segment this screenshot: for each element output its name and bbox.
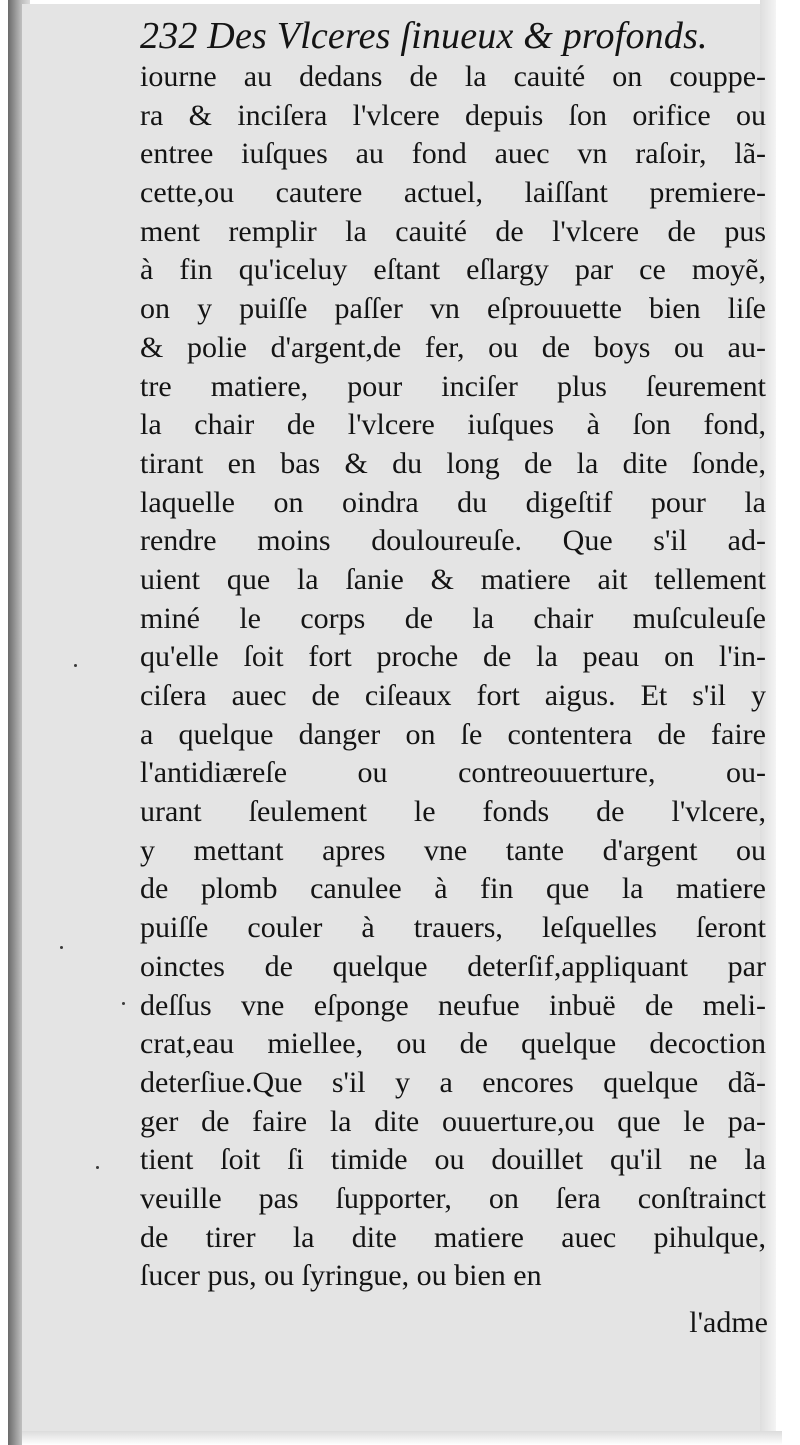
text-line: oinctes de quelque deterſif,appliquant par <box>140 949 766 983</box>
text-line: crat,eau miellee, ou de quelque decoction <box>140 1027 766 1061</box>
text-line: tre matiere, pour inciſer plus ſeurement <box>140 369 766 403</box>
text-line: ger de faire la dite ouuerture,ou que le pa- <box>140 1104 766 1138</box>
text-line: de plomb canulee à fin que la matiere <box>140 872 766 906</box>
text-line: entree iuſques au fond auec vn raſoir, lã- <box>140 137 766 171</box>
page-bottom-edge <box>22 1431 782 1445</box>
text-line: deterſiue.Que s'il y a encores quelque dã- <box>140 1065 766 1099</box>
speck <box>122 1002 125 1005</box>
speck <box>96 1166 99 1169</box>
text-line: ſucer pus, ou ſyringue, ou bien en <box>140 1259 542 1293</box>
text-line: tirant en bas & du long de la dite ſonde, <box>140 446 766 480</box>
catchword: l'adme <box>689 1306 768 1339</box>
text-line: la chair de l'vlcere iuſques à ſon fond, <box>140 408 766 442</box>
text-line: puiſſe couler à trauers, leſquelles ſeront <box>140 911 766 945</box>
text-line: cette,ou cautere actuel, laiſſant premiere- <box>140 176 766 210</box>
text-line: urant ſeulement le fonds de l'vlcere, <box>140 795 766 829</box>
text-line: uient que la ſanie & matiere ait tellement <box>140 562 766 596</box>
text-line: ciſera auec de ciſeaux fort aigus. Et s'il y <box>140 679 766 712</box>
text-line: rendre moins douloureuſe. Que s'il ad- <box>140 524 766 558</box>
text-line: tient ſoit ſi timide ou douillet qu'il ne la <box>140 1143 766 1177</box>
speck <box>74 664 77 667</box>
text-line: y mettant apres vne tante d'argent ou <box>140 833 766 867</box>
text-line: deſſus vne eſponge neufue inbuë de meli- <box>140 988 766 1022</box>
text-line: ment remplir la cauité de l'vlcere de pus <box>140 214 766 248</box>
body-text <box>140 58 766 1296</box>
text-line: l'antidiæreſe ou contreouuerture, ou- <box>140 756 766 790</box>
text-line: veuille pas ſupporter, on ſera conſtrainct <box>140 1181 766 1215</box>
text-line: laquelle on oindra du digeſtif pour la <box>140 485 766 519</box>
text-line: à fin qu'iceluy eſtant eſlargy par ce moyẽ, <box>140 253 766 287</box>
text-line: & polie d'argent,de fer, ou de boys ou au- <box>140 330 766 364</box>
text-line: de tirer la dite matiere auec pihulque, <box>140 1220 766 1254</box>
running-head: 232 Des Vlceres ſinueux & profonds. <box>140 15 708 57</box>
text-line: on y puiſſe paſſer vn eſprouuette bien liſe <box>140 292 766 326</box>
speck <box>60 946 63 949</box>
text-line: miné le corps de la chair muſculeuſe <box>140 601 766 635</box>
text-line: iourne au dedans de la cauité on couppe- <box>140 60 766 93</box>
text-line: ra & inciſera l'vlcere depuis ſon orifice ou <box>140 98 766 132</box>
text-line: a quelque danger on ſe contentera de faire <box>140 717 766 751</box>
text-line: qu'elle ſoit fort proche de la peau on l'in- <box>140 640 766 674</box>
